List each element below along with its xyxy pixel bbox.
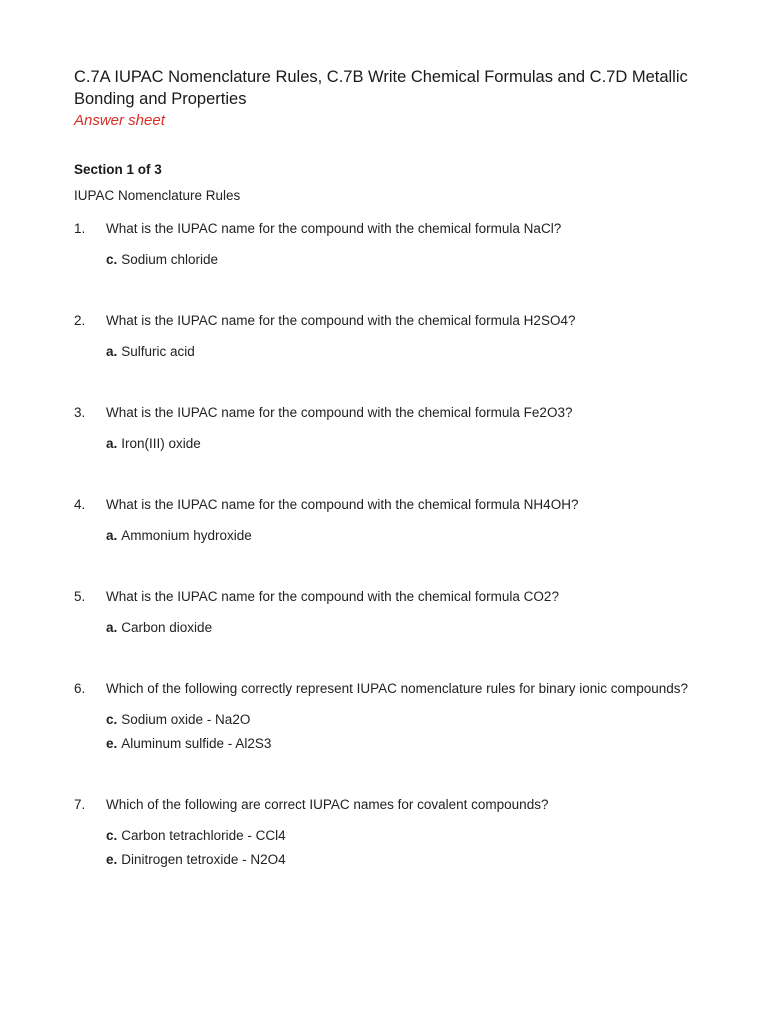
answer-list [106, 343, 728, 361]
answer-sheet-subtitle: Answer sheet [74, 112, 165, 129]
answer-letter: c. [106, 712, 118, 727]
question-text: What is the IUPAC name for the compound with the chemical formula NaCl? [106, 221, 562, 236]
question-item [74, 496, 728, 545]
section-heading: Section 1 of 3 [74, 162, 162, 177]
answer-item [106, 343, 728, 361]
question-number: 2. [74, 313, 86, 328]
answer-text: Carbon dioxide [121, 620, 213, 635]
question-text: Which of the following are correct IUPAC names for covalent compounds? [106, 797, 549, 812]
answer-letter: c. [106, 828, 118, 843]
question-item [74, 588, 728, 637]
answer-text: Iron(III) oxide [121, 436, 201, 451]
answer-letter: c. [106, 252, 118, 267]
question-list [74, 220, 728, 869]
answer-list [106, 619, 728, 637]
answer-list [106, 527, 728, 545]
answer-item [106, 711, 728, 729]
question-item [74, 404, 728, 453]
question-number: 6. [74, 681, 86, 696]
question-item [74, 220, 728, 269]
answer-text: Sulfuric acid [121, 344, 195, 359]
question-text: What is the IUPAC name for the compound with the chemical formula Fe2O3? [106, 405, 573, 420]
answer-letter: a. [106, 436, 118, 451]
answer-list [106, 827, 728, 869]
question-item [74, 680, 728, 753]
question-text: What is the IUPAC name for the compound with the chemical formula NH4OH? [106, 497, 579, 512]
question-number: 7. [74, 797, 86, 812]
answer-item [106, 827, 728, 845]
answer-item [106, 251, 728, 269]
answer-list [106, 251, 728, 269]
answer-text: Carbon tetrachloride - CCl4 [121, 828, 286, 843]
answer-item [106, 735, 728, 753]
question-text: Which of the following correctly represent IUPAC nomenclature rules for binary ionic compounds? [106, 681, 689, 696]
answer-text: Aluminum sulfide - Al2S3 [121, 736, 272, 751]
question-number: 3. [74, 405, 86, 420]
question-text: What is the IUPAC name for the compound with the chemical formula H2SO4? [106, 313, 576, 328]
question-text: What is the IUPAC name for the compound with the chemical formula CO2? [106, 589, 559, 604]
answer-letter: e. [106, 736, 118, 751]
question-item [74, 312, 728, 361]
answer-item [106, 619, 728, 637]
answer-text: Sodium chloride [121, 252, 219, 267]
question-number: 5. [74, 589, 86, 604]
document-title: C.7A IUPAC Nomenclature Rules, C.7B Write Chemical Formulas and C.7D Metallic Bonding and Properties [74, 68, 688, 108]
answer-letter: a. [106, 528, 118, 543]
answer-list [106, 711, 728, 753]
question-number: 4. [74, 497, 86, 512]
answer-letter: a. [106, 620, 118, 635]
answer-item [106, 851, 728, 869]
answer-text: Dinitrogen tetroxide - N2O4 [121, 852, 286, 867]
question-number: 1. [74, 221, 86, 236]
answer-list [106, 435, 728, 453]
question-item [74, 796, 728, 869]
answer-letter: a. [106, 344, 118, 359]
answer-text: Sodium oxide - Na2O [121, 712, 251, 727]
answer-item [106, 527, 728, 545]
section-name: IUPAC Nomenclature Rules [74, 188, 241, 203]
answer-text: Ammonium hydroxide [121, 528, 252, 543]
answer-item [106, 435, 728, 453]
answer-letter: e. [106, 852, 118, 867]
